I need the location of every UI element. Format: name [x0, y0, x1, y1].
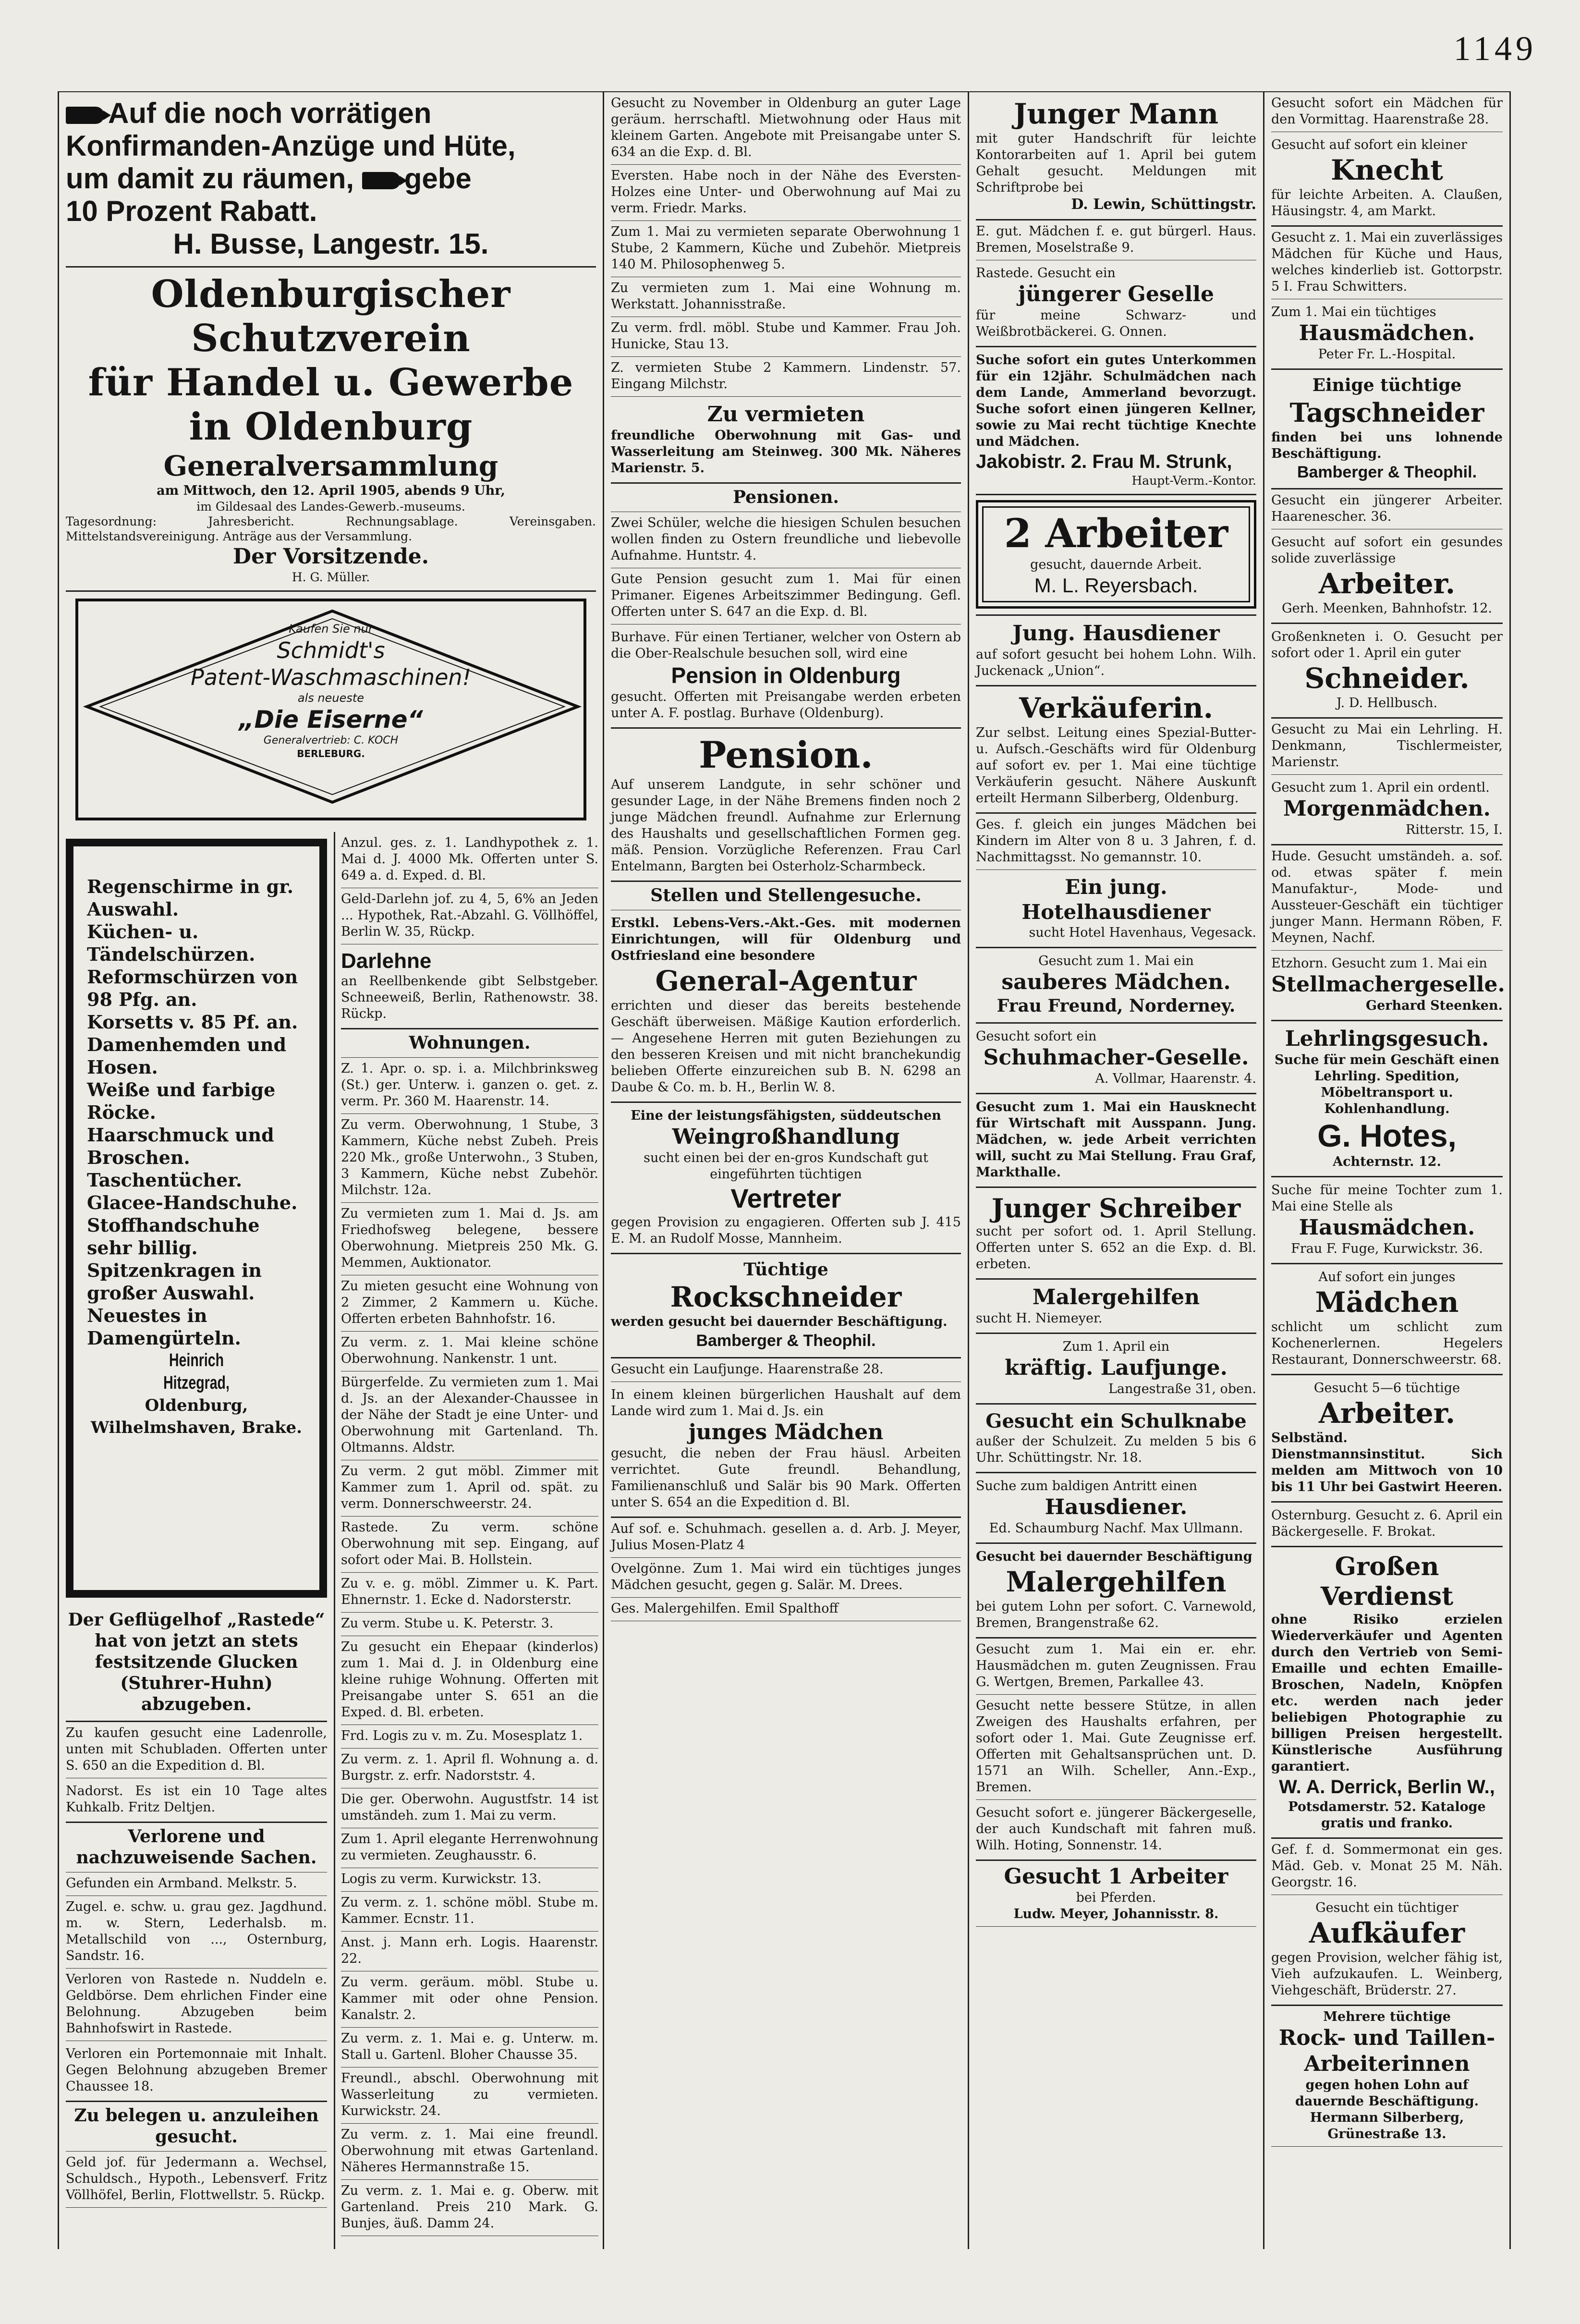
hausdiener-text: auf sofort gesucht bei hohem Lohn. Wilh. Juckenack „Union“. [976, 647, 1256, 678]
claussen-text: für leichte Arbeiten. A. Claußen, Häusingstr. 4, am Markt. [1271, 187, 1503, 219]
laufjunge-title: kräftig. Laufjunge. [1005, 1356, 1228, 1380]
wohnung-ad: Zum 1. April elegante Herrenwohnung zu vermieten. Zeughausstr. 6. [341, 1832, 598, 1863]
verloren-heading: Verlorene und nachzuweisende Sachen. [76, 1826, 317, 1868]
verkaeuferin-title: Verkäuferin. [1019, 692, 1213, 724]
arbeiter-title-2: Arbeiter. [1318, 567, 1456, 600]
taillen-text: gegen hohen Lohn auf dauernde Beschäftigung. [1295, 2078, 1479, 2109]
hitzegrad-item: Regenschirme in gr. Auswahl. [87, 876, 293, 920]
busse-line1: Auf die noch vorrätigen [108, 97, 432, 129]
hitzegrad-item: Neuestes in Damengürteln. [87, 1305, 241, 1349]
arbeiter2-intro: Gesucht 5—6 tüchtige [1313, 1381, 1460, 1395]
ritterstr-text: Ritterstr. 15, I. [1405, 822, 1503, 837]
wohnung-ad: Freundl., abschl. Oberwohnung mit Wasserleitung zu vermieten. Kurwickstr. 24. [341, 2071, 598, 2118]
taillen-title: Rock- und Taillen-Arbeiterinnen [1278, 2026, 1495, 2076]
hausmaedchen-intro: Zum 1. Mai ein tüchtiges [1271, 305, 1436, 319]
wohnung-ad: Zu verm. Stube u. K. Peterstr. 3. [341, 1616, 554, 1631]
wohnung-gesucht-ad: Gesucht zu November in Oldenburg an guter Lage geräum. herrschaftl. Mietwohnung oder Haus mit kleinem Garten. Angebote mit Preisangabe unter S. 634 an die Exp. d. Bl. [611, 96, 961, 159]
wohnung-ad: Zu verm. z. 1. Mai e. g. Oberw. mit Gartenland. Preis 210 Mark. G. Bunjes, äuß. Damm 24. [341, 2183, 598, 2231]
hitzegrad-item: Glacee-Handschuhe. [87, 1192, 298, 1213]
pointing-hand-icon [66, 107, 104, 124]
schmidt-l1: Kaufen Sie nur [289, 622, 373, 636]
hellbusch-name: J. D. Hellbusch. [1336, 696, 1438, 710]
varnewold-text: bei gutem Lohn per sofort. C. Varnewold, Bremen, Brangenstraße 62. [976, 1599, 1256, 1630]
jagdhund-ad: Zugel. e. schw. u. grau gez. Jagdhund. m. w. Stern, Lederhalsb. m. Metallschild von ..., Osternburg, Sandstr. 16. [66, 1899, 327, 1963]
versicherung-text: Erstkl. Lebens-Vers.-Akt.-Ges. mit modernen Einrichtungen, will für Oldenburg und Ostfriesland eine besondere [611, 916, 961, 963]
fuge-name: Frau F. Fuge, Kurwickstr. 36. [1291, 1241, 1483, 1256]
gefluegelhof-ad: Der Geflügelhof „Rastede“ hat von jetzt an stets festsitzende Glucken (Stuhrer-Huhn) abzugeben. [68, 1610, 325, 1714]
derrick-name: W. A. Derrick, Berlin W., [1279, 1776, 1495, 1798]
busse-ad [66, 92, 596, 268]
nadorst-ad: Nadorst. Es ist ein 10 Tage altes Kuhkalb. Fritz Deltjen. [66, 1784, 327, 1815]
knecht-title: Knecht [1331, 154, 1443, 186]
wohnung-ad: Zu mieten gesucht eine Wohnung von 2 Zimmer, 2 Kammern u. Küche. Offerten erbeten Bahnhofstr. 16. [341, 1279, 598, 1326]
arbeiter-sub: gesucht, dauernde Arbeit. [1030, 557, 1202, 572]
strunk-name: Jakobistr. 2. Frau M. Strunk, [976, 451, 1232, 472]
wohnung-ad: Zu verm. z. 1. Mai kleine schöne Oberwohnung. Nankenstr. 1 unt. [341, 1335, 598, 1366]
maler2-intro: Gesucht bei dauernder Beschäftigung [976, 1549, 1252, 1564]
schuhmacher-intro: Gesucht sofort ein [976, 1029, 1097, 1044]
vormittag-ad: Gesucht sofort ein Mädchen für den Vormittag. Haarenstraße 28. [1271, 96, 1503, 127]
schreiber-text: sucht per sofort od. 1. April Stellung. Offerten unter S. 652 an die Exp. d. Bl. erbeten. [976, 1224, 1256, 1272]
schneider-title: Schneider. [1304, 662, 1470, 695]
stube-ad: Zu verm. frdl. möbl. Stube und Kammer. Frau Joh. Hunicke, Stau 13. [611, 320, 961, 352]
wohnung-ad: Zu verm. 2 gut möbl. Zimmer mit Kammer zum 1. April od. spät. zu verm. Donnerschweerstr. 24. [341, 1464, 598, 1511]
schutzverein-title1: Oldenburgischer Schutzverein [151, 272, 511, 360]
meenken-name: Gerh. Meenken, Bahnhofstr. 12. [1282, 601, 1492, 616]
geldboerse-ad: Verloren von Rastede n. Nuddeln e. Geldbörse. Dem ehrlichen Finder eine Belohnung. Abzugeben beim Bahnhofswirt in Rastede. [66, 1972, 327, 2036]
knecht-intro: Gesucht auf sofort ein kleiner [1271, 137, 1467, 152]
hausmaedchen-bremen-ad: Gesucht zum 1. Mai ein er. ehr. Hausmädchen m. guten Zeugnissen. Frau G. Wertgen, Bremen, Parkallee 43. [976, 1642, 1256, 1689]
burhave-text2: gesucht. Offerten mit Preisangabe werden erbeten unter A. F. postlag. Burhave (Oldenburg). [611, 689, 961, 721]
laufjunge-ad: Gesucht ein Laufjunge. Haarenstraße 28. [611, 1362, 884, 1377]
wein-text: Eine der leistungsfähigsten, süddeutschen [631, 1108, 941, 1123]
hotes-name: G. Hotes, [1317, 1118, 1457, 1153]
tagschneider-title: Tagschneider [1289, 397, 1484, 428]
schutzverein-agenda: Tagesordnung: Jahresbericht. Rechnungsablage. Vereinsgaben. Mittelstandsvereinigung. Anträge aus der Versammlung. [66, 514, 596, 543]
newspaper-page [58, 91, 1511, 2249]
wohnung-ad: Anst. j. Mann erh. Logis. Haarenstr. 22. [341, 1935, 598, 1966]
hausdiener2-title: Hausdiener. [1045, 1495, 1188, 1519]
schneider-intro: Großenkneten i. O. Gesucht per sofort oder 1. April ein guter [1271, 629, 1503, 661]
wohnung-ad: Zu v. e. g. möbl. Zimmer u. K. Part. Ehnernstr. 1. Ecke d. Nadorsterstr. [341, 1576, 598, 1607]
zu-vermieten-heading: Zu vermieten [707, 402, 865, 427]
verdienst-title: Großen Verdienst [1320, 1552, 1454, 1611]
aufkaeufer-intro: Gesucht ein tüchtiger [1315, 1900, 1458, 1915]
reyersbach-ad [976, 500, 1256, 609]
schutzverein-ad [66, 268, 596, 592]
hospital-text: Peter Fr. L.-Hospital. [1318, 347, 1456, 362]
haushalt-text: In einem kleinen bürgerlichen Haushalt auf dem Lande wird zum 1. Mai d. Js. ein [611, 1387, 961, 1419]
morgenmaedchen-title: Morgenmädchen. [1283, 796, 1491, 821]
weinberg-text: gegen Provision, welcher fähig ist, Vieh aufzukaufen. L. Weinberg, Viehgeschäft, Brüderstr. 27. [1271, 1950, 1503, 1998]
hotel-text: sucht Hotel Havenhaus, Vegesack. [1029, 925, 1256, 940]
hitzegrad-item: Küchen- u. Tändelschürzen. [87, 921, 255, 965]
schmidt-l4: als neueste [297, 691, 365, 705]
hitzegrad-item: Taschentücher. [87, 1169, 243, 1191]
column-2 [604, 92, 969, 2249]
schuhmacher-ad: Auf sof. e. Schuhmach. gesellen a. d. Arb. J. Meyer, Julius Mosen-Platz 4 [611, 1521, 961, 1553]
busse-line2: Konfirmanden-Anzüge und Hüte, [66, 130, 516, 162]
column-4 [1264, 92, 1509, 2249]
arbeiter1-title: Gesucht 1 Arbeiter [1004, 1864, 1228, 1889]
burhave-text: Burhave. Für einen Tertianer, welcher von Ostern ab die Ober-Realschule besuchen soll, wird eine [611, 630, 961, 661]
column-1 [59, 92, 604, 2249]
silberberg-name: Hermann Silberberg, [1310, 2110, 1464, 2125]
hitzegrad-item: Korsetts v. 85 Pf. an. [87, 1011, 298, 1033]
wohnung-ad: Zu vermieten zum 1. Mai d. Js. am Friedhofsweg belegene, bessere Oberwohnung. Mietpreis 250 Mk. G. Memmen, Auktionator. [341, 1206, 598, 1270]
derrick-address: Potsdamerstr. 52. Kataloge gratis und franko. [1288, 1799, 1486, 1831]
baeckergeselle-ad: Gesucht sofort e. jüngerer Bäckergeselle, der auch Kundschaft mit fahren muß. Wilh. Hoting, Sonnenstr. 14. [976, 1805, 1256, 1853]
rockschneider-title: Rockschneider [670, 1281, 902, 1313]
busse-line5: H. Busse, Langestr. 15. [173, 228, 489, 260]
column-3 [969, 92, 1264, 2249]
eversten-ad: Eversten. Habe noch in der Nähe des Eversten-Holzes eine Unter- und Oberwohnung auf Mai zu verm. Friedr. Marks. [611, 168, 961, 216]
hausdiener2-intro: Suche zum baldigen Antritt einen [976, 1479, 1197, 1493]
column-1-subcolumns [59, 832, 604, 2249]
hausdiener-title: Jung. Hausdiener [1012, 621, 1220, 646]
busse-line4: 10 Prozent Rabatt. [66, 195, 317, 227]
hitzegrad-item: Spitzenkragen in großer Auswahl. [87, 1260, 262, 1304]
tochter-text: Suche für meine Tochter zum 1. Mai eine Stelle als [1271, 1183, 1503, 1214]
freund-name: Frau Freund, Norderney. [997, 996, 1236, 1016]
zu-belegen-heading: Zu belegen u. anzuleihen gesucht. [74, 2105, 319, 2147]
pensionen-heading: Pensionen. [733, 487, 839, 507]
schmidt-l3: Patent-Waschmaschinen! [190, 664, 472, 690]
schutzverein-signer: Der Vorsitzende. [232, 544, 429, 569]
pension-title: Pension. [699, 734, 873, 776]
tuechtige-label: Tüchtige [743, 1260, 828, 1280]
arbeiter-title: 2 Arbeiter [1004, 511, 1228, 557]
junger-mann-title: Junger Mann [1013, 98, 1219, 130]
wohnung-ad: Zu verm. Oberwohnung, 1 Stube, 3 Kammern, Küche nebst Zubeh. Preis 220 Mk., große Unterwohn., 3 Stuben, 3 Kammern, Küche nebst Zubehör. Milchstr. 12a. [341, 1117, 598, 1198]
wein-text3: gegen Provision zu engagieren. Offerten sub J. 415 E. M. an Rudolf Mosse, Mannheim. [611, 1215, 961, 1246]
dienstmann-text: Selbständ. Dienstmannsinstitut. Sich melden am Mittwoch von 10 bis 11 Uhr bei Gastwirt Heeren. [1271, 1431, 1503, 1494]
kindermaedchen-ad: Ges. f. gleich ein junges Mädchen bei Kindern im Alter von 8 u. 3 Jahren, f. d. Nachmittagsst. No gemannstr. 10. [976, 817, 1256, 865]
bamberger-name: Bamberger & Theophil. [696, 1332, 876, 1350]
oberwohnung-ad: Zum 1. Mai zu vermieten separate Oberwohnung 1 Stube, 2 Kammern, Küche und Zubehör. Mietpreis 140 M. Philosophenweg 5. [611, 224, 961, 272]
wohnung-ad: Zu verm. z. 1. Mai e. g. Unterw. m. Stall u. Gartenl. Bloher Chausse 35. [341, 2031, 598, 2062]
schreiber-title: Junger Schreiber [991, 1193, 1241, 1223]
schutzverein-name: H. G. Müller. [292, 570, 370, 584]
einige-label: Einige tüchtige [1312, 375, 1462, 395]
schutzverein-title2: für Handel u. Gewerbe in Oldenburg [88, 361, 574, 449]
strunk-kontor: Haupt-Verm.-Kontor. [1131, 474, 1256, 488]
malergehilfen-ad: Ges. Malergehilfen. Emil Spalthoff [611, 1601, 839, 1616]
hitzegrad-item: Reformschürzen von 98 Pfg. an. [87, 966, 298, 1010]
hotes-address: Achternstr. 12. [1333, 1154, 1441, 1169]
osternburg-ad: Osternburg. Gesucht z. 6. April ein Bäckergeselle. F. Brokat. [1271, 1508, 1503, 1539]
stuetze-ad: Gesucht nette bessere Stütze, in allen Zweigen des Haushalts erfahren, per sofort oder 1. Mai. Gute Zeugnisse erf. Offerten mit Gehaltsansprüchen unt. D. 1571 an Wilh. Scheller, Ann.-Exp., Bremen. [976, 1698, 1256, 1795]
stellen-heading: Stellen und Stellengesuche. [650, 885, 922, 905]
niemeyer-text: sucht H. Niemeyer. [976, 1311, 1103, 1326]
verdienst-text: ohne Risiko erzielen Wiederverkäufer und Agenten durch den Vertrieb von Semi-Emaille und echten Emaille-Broschen, Nadeln, Knöpfen etc. werden nach jeder beliebigen Photographie zu billigen Preisen hergestellt. Künstlerische Ausführung garantiert. [1271, 1612, 1503, 1774]
column-1-right [335, 832, 604, 2249]
schutzverein-place: im Gildesaal des Landes-Gewerb.-museums. [196, 500, 465, 514]
darlehne-title: Darlehne [341, 949, 432, 973]
hude-ad: Hude. Gesucht umständeh. a. sof. od. etwas später f. mein Manufaktur-, Mode- und Aussteuer-Geschäft ein tüchtiger junger Mann. Hermann Röben, F. Meynen, Nachf. [1271, 849, 1503, 945]
haushalt-text2: gesucht, die neben der Frau häusl. Arbeiten verrichtet. Gute freundl. Behandlung, Familienanschluß und Salär bis 90 Mark. Offerten unter S. 654 an die Expedition d. Bl. [611, 1446, 961, 1510]
hitzegrad-ad [66, 839, 327, 1598]
schmidt-l2: Schmidt's [277, 637, 385, 663]
arbeiter-intro: Gesucht auf sofort ein gesundes solide zuverlässige [1271, 535, 1503, 566]
wohnung-ad: Zu verm. z. 1. April fl. Wohnung a. d. Burgstr. z. erfr. Nadorststr. 4. [341, 1752, 598, 1783]
wohnung-ad: Zu verm. z. 1. schöne möbl. Stube m. Kammer. Ecnstr. 11. [341, 1895, 598, 1926]
hitzegrad-item: Stoffhandschuhe sehr billig. [87, 1214, 260, 1259]
schulknabe-title: Gesucht ein Schulknabe [985, 1410, 1247, 1432]
busse-line3a: um damit zu räumen, [66, 162, 354, 195]
zu-vermieten-text: freundliche Oberwohnung mit Gas- und Wasserleitung am Steinweg. 300 Mk. Näheres Marienstr. 5. [611, 428, 961, 476]
hotelhausdiener-title: Ein jung. Hotelhausdiener [1021, 875, 1211, 924]
reyersbach-name: M. L. Reyersbach. [1034, 574, 1198, 597]
pension-landgut-text: Auf unserem Landgute, in sehr schöner und gesunder Lage, in der Nähe Bremens finden noch 2 junge Mädchen freundl. Aufnahme zur Erlernung des Haushalts und gesellschaftlichen Formen geg. mäß. Pension. Vorzügliche Referenzen. Frau Carl Entelmann, Bargten bei Osterholz-Scharmbeck. [611, 777, 961, 874]
malergehilfen-title: Malergehilfen [1032, 1285, 1200, 1309]
stube-kammern-ad: Z. vermieten Stube 2 Kammern. Lindenstr. 57. Eingang Milchstr. [611, 360, 961, 391]
page-number: 1149 [1453, 29, 1537, 68]
schuhmacher-title: Schuhmacher-Geselle. [983, 1045, 1249, 1070]
schmidt-l5: „Die Eiserne“ [239, 706, 423, 734]
geselle-title: jüngerer Geselle [1018, 282, 1215, 306]
sauberes-maedchen-title: sauberes Mädchen. [1001, 970, 1231, 994]
junger-mann-text: mit guter Handschrift für leichte Kontorarbeiten auf 1. April bei gutem Gehalt gesucht. Meldungen mit Schriftprobe bei [976, 131, 1256, 195]
weingrosshandlung-title: Weingroßhandlung [672, 1125, 900, 1149]
tagschneider-text: finden bei uns lohnende Beschäftigung. [1271, 430, 1503, 461]
hegeler-text: schlicht um schlicht zum Kochenerlernen. Hegelers Restaurant, Donnerschweerstr. 68. [1271, 1320, 1503, 1367]
pension-ad: Gute Pension gesucht zum 1. Mai für einen Primaner. Eigenes Arbeitszimmer Bedingung. Gefl. Offerten unter S. 647 an die Exp. d. Bl. [611, 572, 961, 619]
juengerer-arbeiter-ad: Gesucht ein jüngerer Arbeiter. Haarenescher. 36. [1271, 493, 1503, 524]
hitzegrad-item: Weiße und farbige Röcke. [87, 1079, 276, 1123]
schwitters-ad: Gesucht z. 1. Mai ein zuverlässiges Mädchen für Küche und Haus, welches kinderlieb ist. Gottorpstr. 5 I. Frau Schwitters. [1271, 230, 1503, 294]
strunk-text: Suche sofort ein gutes Unterkommen für ein 12jähr. Schulmädchen nach dem Lande, Ammerland bevorzugt. Suche sofort einen jüngeren Kellner, sowie zu Mai recht tüchtige Knechte und Mädchen. [976, 353, 1256, 449]
laufjunge-address: Langestraße 31, oben. [1108, 1382, 1256, 1396]
general-agentur-title: General-Agentur [655, 965, 917, 997]
portemonnaie-ad: Verloren ein Portemonnaie mit Inhalt. Gegen Belohnung abzugeben Bremer Chaussee 18. [66, 2046, 327, 2094]
maedchen-title: Mädchen [1315, 1286, 1459, 1319]
verkaeuferin-text: Zur selbst. Leitung eines Spezial-Butter- u. Aufsch.-Geschäfts wird für Oldenburg auf sofort ev. per 1. Mai eine tüchtige Verkäuferin gesucht. Nähere Auskunft erteilt Hermann Silberberg, Oldenburg. [976, 725, 1256, 806]
hitzegrad-item: Damenhemden und Hosen. [87, 1034, 287, 1078]
lehrlingsgesuch-title: Lehrlingsgesuch. [1285, 1027, 1489, 1051]
hitzegrad-item: Haarschmuck und Broschen. [87, 1124, 274, 1168]
steenken-name: Gerhard Steenken. [1366, 998, 1503, 1013]
hausmaedchen2-title: Hausmädchen. [1299, 1215, 1475, 1240]
wohnung-ad: Zu verm. z. 1. Mai eine freundl. Oberwohnung mit etwas Gartenland. Näheres Hermannstraße 15. [341, 2127, 598, 2175]
hitzegrad-places: Oldenburg, Wilhelmshaven, Brake. [90, 1396, 303, 1437]
etzhorn-text: Etzhorn. Gesucht zum 1. Mai ein [1271, 956, 1487, 971]
schmidt-waschmaschinen-ad [75, 599, 586, 820]
maedchen-bremen-ad: E. gut. Mädchen f. e. gut bürgerl. Haus. Bremen, Moselstraße 9. [976, 224, 1256, 255]
lehrling-ad: Gesucht zu Mai ein Lehrling. H. Denkmann, Tischlermeister, Marienstr. [1271, 722, 1503, 770]
hitzegrad-name2: Hitzegrad, [163, 1373, 230, 1393]
malergehilfen2-title: Malergehilfen [1006, 1566, 1227, 1598]
sommermonat-ad: Gef. f. d. Sommermonat ein ges. Mäd. Geb. v. Monat 25 M. Näh. Georgstr. 16. [1271, 1842, 1503, 1890]
laufjunge-intro: Zum 1. April ein [1062, 1339, 1170, 1354]
schulknabe-text: außer der Schulzeit. Zu melden 5 bis 6 Uhr. Schüttingstr. Nr. 18. [976, 1434, 1256, 1465]
maedchen-intro: Auf sofort ein junges [1318, 1270, 1456, 1284]
wohnung-ad: Zu gesucht ein Ehepaar (kinderlos) zum 1. Mai d. J. in Oldenburg eine kleine ruhige Wohnung. Offerten mit Preisangabe unter S. 651 an die Exped. d. Bl. erbeten. [341, 1639, 598, 1720]
darlehn-ad: Geld-Darlehn jof. zu 4, 5, 6% an Jeden ... Hypothek, Rat.-Abzahl. G. Völlhöffel, Berlin W. 35, Rückp. [341, 892, 598, 939]
wohnung-ad: Bürgerfelde. Zu vermieten zum 1. Mai d. Js. an der Alexander-Chaussee in der Nähe der Stadt je eine Unter- und Oberwohnung mit Gartenland. Th. Oltmanns. Aldstr. [341, 1375, 598, 1455]
werkstatt-ad: Zu vermieten zum 1. Mai eine Wohnung m. Werkstatt. Johannisstraße. [611, 281, 961, 312]
bamberger-name-2: Bamberger & Theophil. [1297, 463, 1477, 481]
sauberes-intro: Gesucht zum 1. Mai ein [1038, 954, 1194, 968]
darlehne-text: an Reellbenkende gibt Selbstgeber. Schneeweiß, Berlin, Rathenowstr. 38. Rückp. [341, 974, 598, 1021]
schmidt-l6: Generalvertrieb: C. KOCH [263, 734, 399, 746]
geld-ad: Geld jof. für Jedermann a. Wechsel, Schuldsch., Hypoth., Lebensverf. Fritz Völlhöfel, Berlin, Flottwellstr. 5. Rückp. [66, 2155, 327, 2202]
lehrling-text: Suche für mein Geschäft einen Lehrling. Spedition, Möbeltransport u. Kohlenhandlung. [1274, 1052, 1500, 1116]
rastede-text: Rastede. Gesucht ein [976, 266, 1116, 281]
hausknecht-ad: Gesucht zum 1. Mai ein Hausknecht für Wirtschaft mit Ausspann. Jung. Mädchen, w. jede Arbeit verrichten will, sucht zu Mai Stellung. Frau Graf, Markthalle. [976, 1100, 1256, 1180]
pferden-text: bei Pferden. [1076, 1890, 1156, 1905]
wohnung-ad: Z. 1. Apr. o. sp. i. a. Milchbrinksweg (St.) ger. Unterw. i. ganzen o. get. z. verm. Pr. 360 M. Haarenstr. 14. [341, 1061, 598, 1109]
arbeiter2-title: Arbeiter. [1318, 1397, 1456, 1430]
meyer-name: Ludw. Meyer, Johannisstr. 8. [1013, 1907, 1219, 1921]
schutzverein-heading: Generalversammlung [163, 450, 498, 482]
wohnungen-heading: Wohnungen. [409, 1033, 531, 1053]
versicherung-text2: errichten und dieser das bereits bestehende Geschäft überweisen. Mäßige Kaution erforderlich. — Angesehene Herren mit guten Beziehungen zu den besseren Kreisen und mit nicht branchekundig belieben Offerte einzureichen sub B. N. 6298 an Daube & Co. m. b. H., Berlin W. 8. [611, 998, 961, 1095]
ullmann-name: Ed. Schaumburg Nachf. Max Ullmann. [989, 1521, 1243, 1536]
stellmacher-title: Stellmachergeselle. [1271, 972, 1505, 997]
vollmar-name: A. Vollmar, Haarenstr. 4. [1095, 1071, 1256, 1086]
vertreter-title: Vertreter [730, 1183, 841, 1213]
wohnung-ad: Logis zu verm. Kurwickstr. 13. [341, 1871, 542, 1886]
wohnung-ad: Zu verm. geräum. möbl. Stube u. Kammer mit oder ohne Pension. Kanalstr. 2. [341, 1975, 598, 2022]
hitzegrad-name1: Heinrich [169, 1350, 224, 1370]
wohnung-ad: Rastede. Zu verm. schöne Oberwohnung mit sep. Eingang, auf sofort oder Mai. B. Hollstein. [341, 1520, 598, 1567]
junges-maedchen-title: junges Mädchen [688, 1420, 884, 1444]
schmidt-l7: BERLEBURG. [297, 748, 365, 759]
pension-ad: Zwei Schüler, welche die hiesigen Schulen besuchen wollen finden zu Ostern freundliche und liebevolle Aufnahme. Huntstr. 4. [611, 515, 961, 563]
aufkaeufer-title: Aufkäufer [1309, 1917, 1465, 1949]
morgenmaedchen-intro: Gesucht zum 1. April ein ordentl. [1271, 780, 1490, 795]
mehrere-intro: Mehrere tüchtige [1323, 2009, 1451, 2024]
anzul-ad: Anzul. ges. z. 1. Landhypothek z. 1. Mai d. J. 4000 Mk. Offerten unter S. 649 a. d. Exped. d. Bl. [341, 835, 598, 883]
lewin-name: D. Lewin, Schüttingstr. [1071, 196, 1256, 213]
baeckerei-text: für meine Schwarz- und Weißbrotbäckerei. G. Onnen. [976, 308, 1256, 339]
wein-text2: sucht einen bei der en-gros Kundschaft gut eingeführten tüchtigen [644, 1150, 928, 1182]
pension-oldenburg-title: Pension in Oldenburg [671, 663, 901, 688]
schutzverein-date: am Mittwoch, den 12. April 1905, abends 9 Uhr, [157, 483, 505, 498]
wohnung-ad: Die ger. Oberwohn. Augustfstr. 14 ist umständeh. zum 1. Mai zu verm. [341, 1792, 598, 1823]
armband-ad: Gefunden ein Armband. Melkstr. 5. [66, 1876, 297, 1891]
silberberg-address: Grünestraße 13. [1327, 2127, 1446, 2141]
wohnung-ad: Frd. Logis zu v. m. Zu. Mosesplatz 1. [341, 1728, 583, 1743]
pointing-hand-icon [362, 172, 401, 189]
rockschneider-text: werden gesucht bei dauernder Beschäftigung. [611, 1314, 948, 1329]
ladenrolle-ad: Zu kaufen gesucht eine Ladenrolle, unten mit Schubladen. Offerten unter S. 650 an die Expedition d. Bl. [66, 1725, 327, 1773]
column-1-left [59, 832, 335, 2249]
busse-line3b: gebe [404, 162, 472, 195]
ovelgoenne-ad: Ovelgönne. Zum 1. Mai wird ein tüchtiges junges Mädchen gesucht, gegen g. Salär. M. Drees. [611, 1561, 961, 1592]
hausmaedchen-title: Hausmädchen. [1299, 321, 1475, 345]
